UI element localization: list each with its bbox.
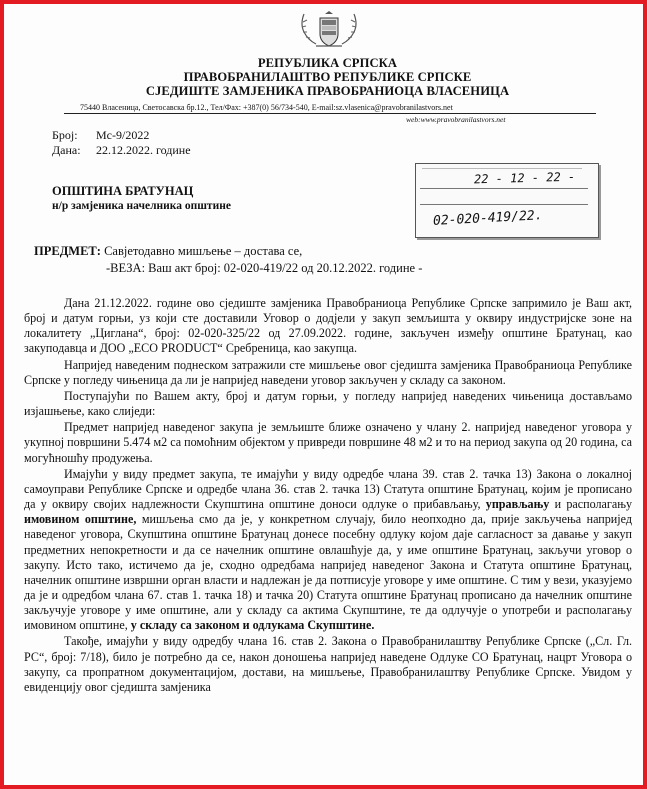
paragraph: Напријед наведеним поднеском затражили сте мишљење овог сједишта замјеника Правобраниоца Републике Српске у погледу чињеница да ли је напријед наведени уговор закључен у складу са законом. xyxy=(24,357,632,387)
subject-line xyxy=(34,244,302,259)
stamp-line xyxy=(420,204,588,205)
emphasis-text: имовином општине, xyxy=(24,512,137,527)
subject-label: ПРЕДМЕТ: xyxy=(34,244,101,258)
stamp-line xyxy=(420,188,588,189)
paragraph: Такође, имајући у виду одредбу члана 16. став 2. Закона о Правобранилаштву Републике Српске („Сл. Гл. РС“, број: 7/18), било је потребно да се, након доношења напријед наведене Одлуке СО Братунац, нацрт Уговора о закупу, са пропратном документацијом, достави, на мишљење, Правобранилаштву Републике Српске. Увидом у евиденцију овог сједишта замјеника xyxy=(24,634,632,694)
subject-reference: -ВЕЗА: Ваш акт број: 02-020-419/22 од 20.12.2022. године - xyxy=(106,261,423,275)
subject-text: Савјетодавно мишљење – достава се, xyxy=(100,244,303,258)
paragraph xyxy=(24,467,632,634)
emphasis-text: управљању xyxy=(485,497,550,512)
header-country: РЕПУБЛИКА СРПСКА xyxy=(257,56,398,70)
paragraph-text: Имајући у виду предмет закупа, те имајући у виду одредбе члана 39. став 2. тачка 13) Закона о локалној самоуправи Републике Српске и одредбе члана 36. став 2. тачка 13) Статута општине Братунац, којим је прописано да у оквиру својих надлежности Скупштина општине доноси одлуке о прибављању, xyxy=(24,466,632,512)
recipient-name: ОПШТИНА БРАТУНАЦ xyxy=(52,184,194,198)
document-date-value: 22.12.2022. године xyxy=(96,143,191,157)
document-date-label: Дана: xyxy=(52,143,81,157)
paragraph: Поступајући по Вашем акту, број и датум горњи, у погледу напријед наведених чињеница достављамо изјашњење, како слиједи: xyxy=(24,388,632,419)
reference-number xyxy=(52,128,149,143)
received-stamp xyxy=(415,163,599,238)
header-office: СЈЕДИШТЕ ЗАМЈЕНИКА ПРАВОБРАНИОЦА ВЛАСЕНИЦА xyxy=(145,84,510,98)
paragraph: Дана 21.12.2022. године ово сједиште замјеника Правобраниоца Републике Српске запримило је Ваш акт, број и датум горњи, уз који сте доставили Уговор о додјели у закуп земљишта у оквиру индустријске зоне на локалитету „Циглана“, број: 02-020-325/22 од 27.09.2022. године, закључен између општине Братунац, као закуподавца и ДОО „ECO PRODUCT“ Сребреница, као закупца. xyxy=(24,296,632,356)
reference-number-label: Број: xyxy=(52,128,78,142)
reference-number-value: Мс-9/2022 xyxy=(96,128,150,142)
header-website: web:www.pravobranilastvors.net xyxy=(406,115,506,124)
stamp-number: 02-020-419/22. xyxy=(432,208,543,229)
letter-body xyxy=(24,296,632,695)
emphasis-text: у складу са законом и одлукама Скупштине. xyxy=(130,618,375,633)
header-contact: 75440 Власеница, Светосавска бр.12., Тел/Фах: +387(0) 56/734-540, E-mail:sz.vlasenica@pravobranilastvors.net xyxy=(80,103,453,112)
paragraph-text: и располагању xyxy=(549,497,632,512)
header-divider xyxy=(64,113,596,114)
paragraph-text: мишљења смо да је, у конкретном случају, било неопходно да, прије закључења напријед наведеног уговора, Скупштина општине Братунац донесе посебну одлуку којом даје сагласност за давање у закуп предметних непокретности и да се начелник општине овлашћује да, у име општине Братунац, закључи уговор о закупу. Исто тако, истичемо да је, сходно одредбама напријед наведеног Закона и Статута општине Братунац, начелник општине извршни орган власти и надлежан је да потписује уговоре у име општине. С тим у вези, указујемо да је и одредбом члана 67. став 1. тачка 18) и тачка 20) Статута општине Братунац прописано да начелник општине закључује уговоре у име општине, али у складу са актима Скупштине, те да одлучује о употреби и располагању имовином општине, xyxy=(24,512,632,633)
recipient-attention: н/р замјеника начелника општине xyxy=(52,200,231,212)
paragraph: Предмет напријед наведеног закупа је земљиште ближе означено у члану 2. напријед наведеног уговора у укупној површини 5.474 м2 са помоћним објектом у привреди површине 48 м2 и то на период закупа од 20 година, са могућношћу продужења. xyxy=(24,420,632,465)
stamp-faint-line xyxy=(422,168,582,169)
header-institution: ПРАВОБРАНИЛАШТВО РЕПУБЛИКЕ СРПСКЕ xyxy=(183,70,472,84)
stamp-date: 22 - 12 - 22 - xyxy=(473,169,576,187)
document-date xyxy=(52,143,191,158)
coat-of-arms-icon xyxy=(298,10,360,52)
